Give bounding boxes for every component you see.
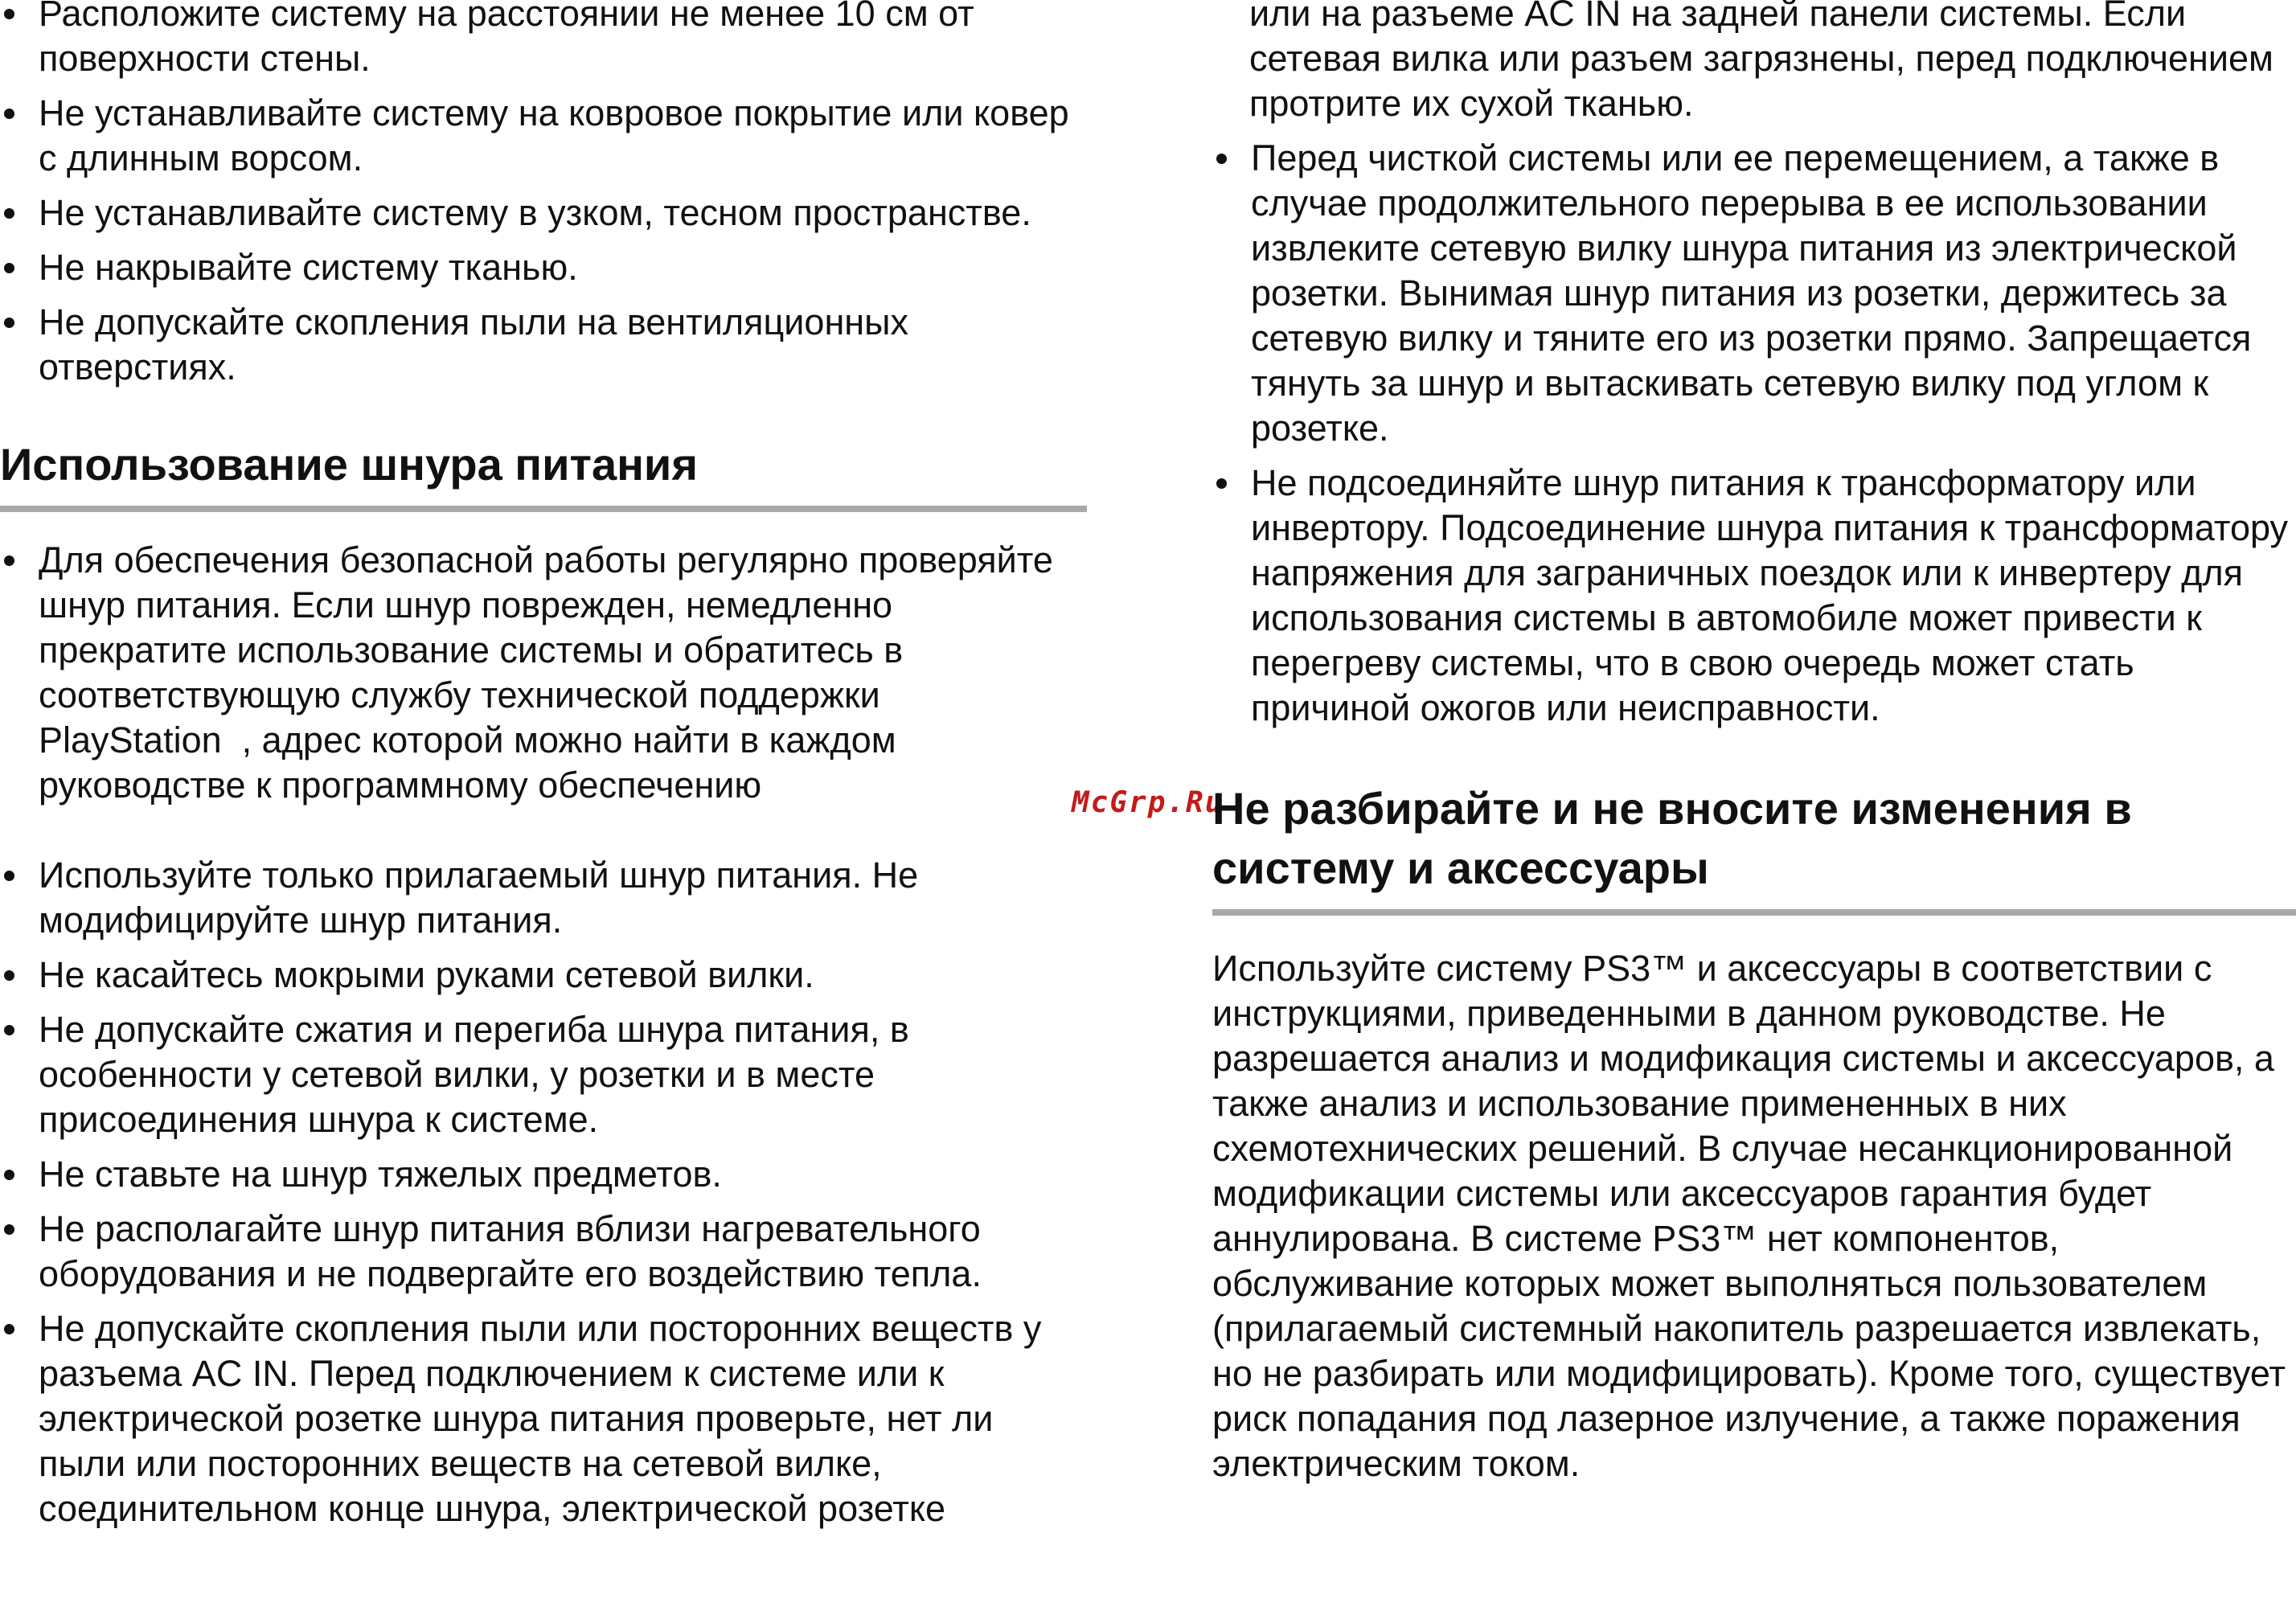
- bullet-item: Не касайтесь мокрыми руками сетевой вилки.: [0, 953, 1087, 998]
- disassembly-paragraph: Используйте систему PS3™ и аксессуары в соответствии с инструкциями, приведенными в данном руководстве. Не разрешается анализ и модификация системы и аксессуаров, а также анализ и использование примененных в них схемотехнических решений. В случае несанкционированной модификации системы или аксессуаров гарантия будет аннулирована. В системе PS3™ нет компонентов, обслуживание которых может выполняться пользователем (прилагаемый системный накопитель разрешается извлекать, но не разбирать или модифицировать). Кроме того, существует риск попадания под лазерное излучение, а также поражения электрическим током.: [1212, 948, 2286, 1484]
- power-cord-bullet-list-c: [1212, 136, 2296, 731]
- bullet-item: Не подсоединяйте шнур питания к трансформатору или инвертору. Подсоединение шнура питания к трансформатору напряжения для заграничных поездок или к инвертеру для использования системы в автомобиле может привести к перегреву системы, что в свою очередь может стать причиной ожогов или неисправности.: [1212, 461, 2296, 731]
- placement-bullet-list: [0, 0, 1087, 390]
- section-title-power-cord: Использование шнура питания: [0, 439, 699, 490]
- power-cord-section: [0, 435, 1087, 1531]
- bullet-item: Не располагайте шнур питания вблизи нагревательного оборудования и не подвергайте его воздействию тепла.: [0, 1207, 1087, 1297]
- bullet-item: Для обеспечения безопасной работы регулярно проверяйте шнур питания. Если шнур поврежден, немедленно прекратите использование системы и обратитесь в соответствующую службу технической поддержки PlayStation , адрес которой можно найти в каждом руководстве к программному обеспечению: [0, 538, 1087, 808]
- bullet-item: Не допускайте сжатия и перегиба шнура питания, в особенности у сетевой вилки, у розетки и в месте присоединения шнура к системе.: [0, 1007, 1087, 1142]
- bullet-item: Не устанавливайте систему в узком, тесном пространстве.: [0, 191, 1087, 236]
- section-divider: [0, 506, 1087, 512]
- bullet-item: Не накрывайте систему тканью.: [0, 245, 1087, 290]
- bullet-item: Не устанавливайте систему на ковровое покрытие или ковер с длинным ворсом.: [0, 91, 1087, 181]
- bullet-item: Не допускайте скопления пыли на вентиляционных отверстиях.: [0, 300, 1087, 390]
- right-column: [1212, 0, 2296, 1486]
- section-divider: [1212, 909, 2296, 916]
- bullet-item: Используйте только прилагаемый шнур питания. Не модифицируйте шнур питания.: [0, 853, 1087, 943]
- section-title-disassembly: Не разбирайте и не вносите изменения в систему и аксессуары: [1212, 783, 2132, 893]
- watermark-text: McGrp.Ru: [1072, 786, 1224, 819]
- power-cord-bullet-list-b: [0, 853, 1087, 1531]
- continued-paragraph: или на разъеме AC IN на задней панели системы. Если сетевая вилка или разъем загрязнены, перед подключением протрите их сухой тканью.: [1249, 0, 2273, 124]
- left-column: [0, 0, 1087, 1541]
- disassembly-section: [1212, 779, 2296, 1486]
- power-cord-bullet-list-a: [0, 538, 1087, 808]
- bullet-item: Перед чисткой системы или ее перемещением, а также в случае продолжительного перерыва в ее использовании извлеките сетевую вилку шнура питания из электрической розетки. Вынимая шнур питания из розетки, держитесь за сетевую вилку и тяните его из розетки прямо. Запрещается тянуть за шнур и вытаскивать сетевую вилку под углом к розетке.: [1212, 136, 2296, 451]
- bullet-item: Расположите систему на расстоянии не менее 10 см от поверхности стены.: [0, 0, 1087, 81]
- bullet-item: Не допускайте скопления пыли или посторонних веществ у разъема AC IN. Перед подключением к системе или к электрической розетке шнура питания проверьте, нет ли пыли или посторонних веществ на сетевой вилке, соединительном конце шнура, электрической розетке: [0, 1306, 1087, 1531]
- bullet-item: Не ставьте на шнур тяжелых предметов.: [0, 1152, 1087, 1197]
